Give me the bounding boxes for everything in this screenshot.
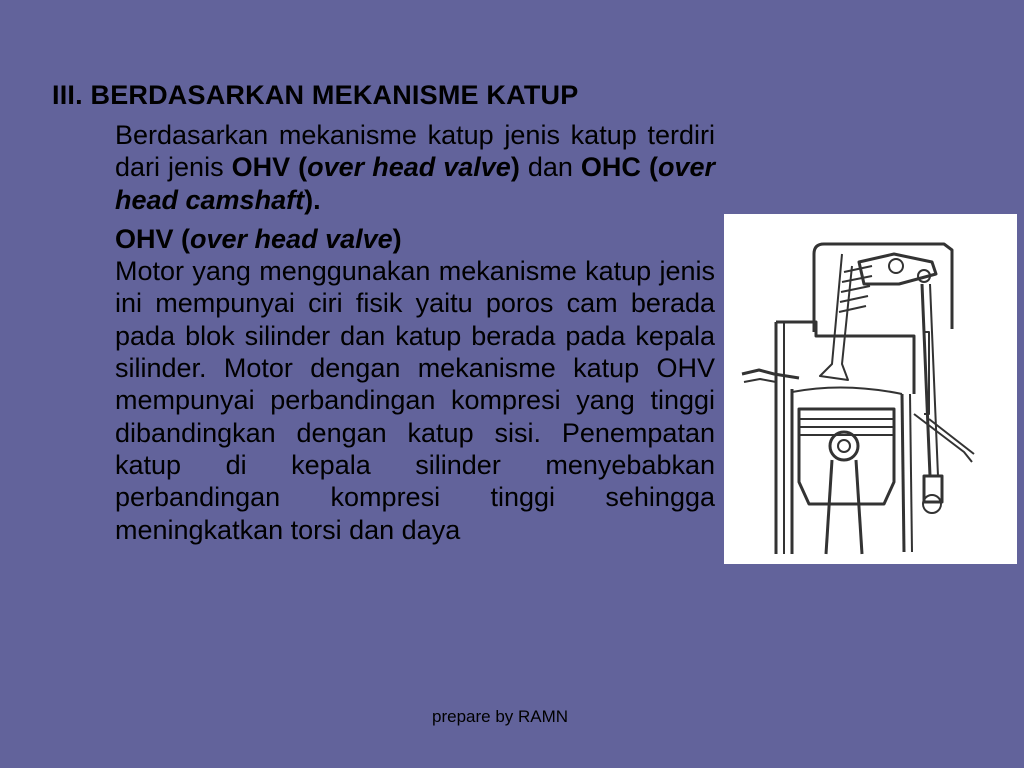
ohv-engine-figure — [724, 214, 1017, 564]
ohv-engine-diagram-icon — [724, 214, 1017, 564]
footer-credit: prepare by RAMN — [432, 707, 569, 726]
ohv-subheading: OHV (over head valve) — [115, 223, 402, 254]
slide-title: III. BERDASARKAN MEKANISME KATUP — [52, 80, 579, 110]
slide-body — [115, 119, 715, 546]
ohv-description: Motor yang menggunakan mekanisme katup jenis ini mempunyai ciri fisik yaitu poros cam berada pada blok silinder dan katup berada pada kepala silinder. Motor dengan mekanisme katup OHV mempunyai perbandingan kompresi yang tinggi dibandingkan dengan katup sisi. Penempatan katup di kepala silinder menyebabkan perbandingan kompresi tinggi sehingga meningkatkan torsi dan daya — [115, 256, 715, 545]
intro-paragraph: Berdasarkan mekanisme katup jenis katup terdiri dari jenis OHV (over head valve) dan OHC (over head camshaft). — [115, 120, 715, 215]
